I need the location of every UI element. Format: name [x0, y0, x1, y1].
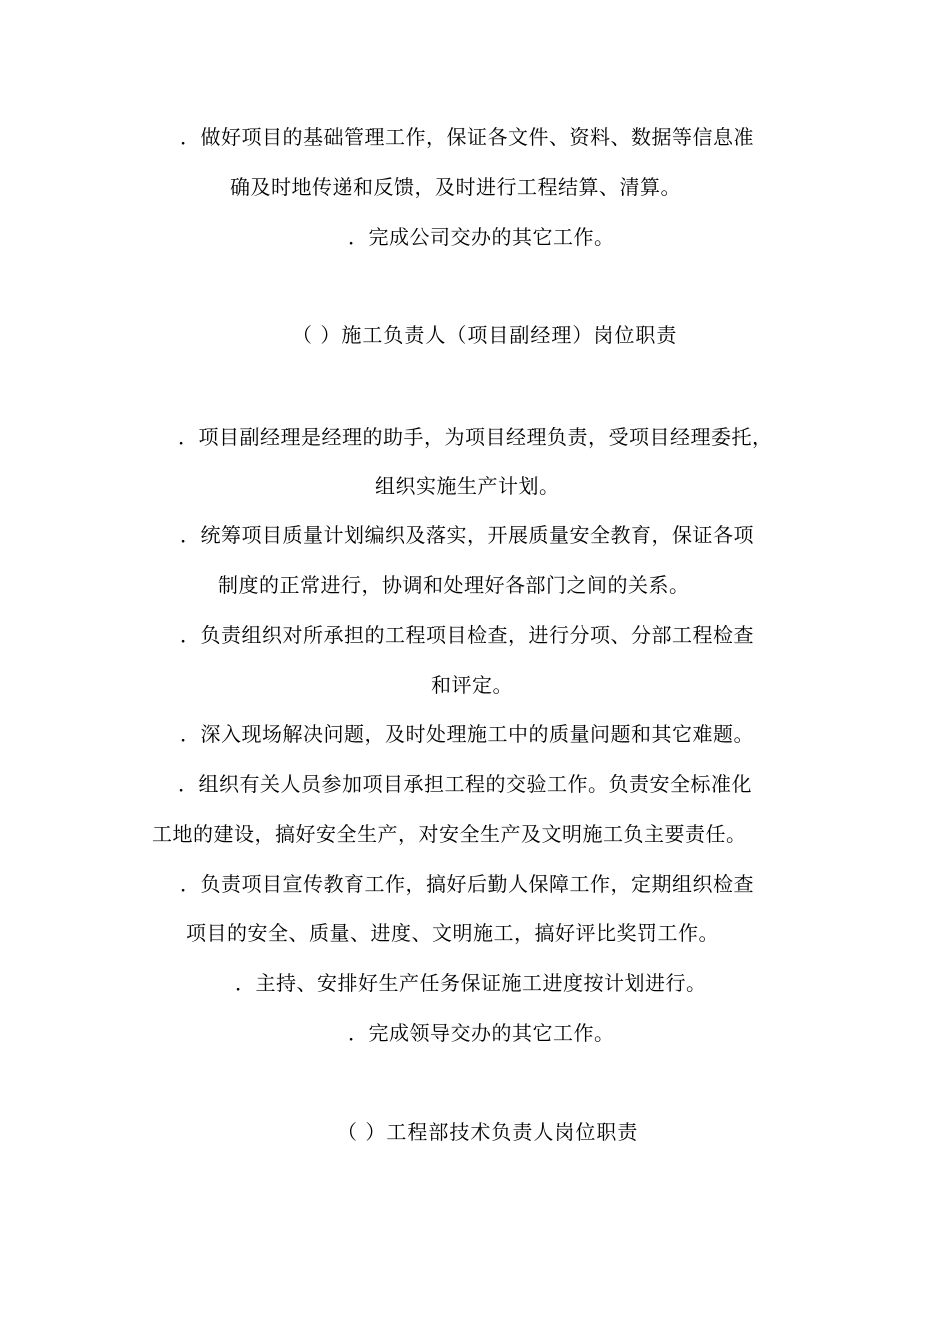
paragraph-line: ．深入现场解决问题，及时处理施工中的质量问题和其它难题。	[180, 722, 754, 746]
paragraph-line: 项目的安全、质量、进度、文明施工，搞好评比奖罚工作。	[186, 921, 719, 945]
paragraph-line: 确及时地传递和反馈，及时进行工程结算、清算。	[230, 175, 681, 199]
paragraph-line: ．组织有关人员参加项目承担工程的交验工作。负责安全标准化	[178, 772, 752, 796]
section-heading: （ ）施工负责人（项目副经理）岗位职责	[292, 323, 678, 347]
paragraph-line: 和评定。	[431, 673, 513, 697]
paragraph-line: ．完成公司交办的其它工作。	[348, 225, 615, 249]
paragraph-line: ．主持、安排好生产任务保证施工进度按计划进行。	[235, 971, 707, 995]
paragraph-line: ．统筹项目质量计划编织及落实，开展质量安全教育，保证各项	[180, 523, 754, 547]
paragraph-line: ．做好项目的基础管理工作，保证各文件、资料、数据等信息准	[180, 125, 754, 149]
paragraph-line: ．负责组织对所承担的工程项目检查，进行分项、分部工程检查	[180, 623, 754, 647]
paragraph-line: ．完成领导交办的其它工作。	[348, 1021, 615, 1045]
paragraph-line: ．负责项目宣传教育工作，搞好后勤人保障工作，定期组织检查	[180, 872, 754, 896]
paragraph-line: 制度的正常进行，协调和处理好各部门之间的关系。	[218, 573, 690, 597]
paragraph-line: ．项目副经理是经理的助手，为项目经理负责，受项目经理委托，	[178, 425, 773, 449]
section-heading: （ ）工程部技术负责人岗位职责	[337, 1120, 639, 1144]
paragraph-line: 工地的建设，搞好安全生产，对安全生产及文明施工负主要责任。	[152, 822, 747, 846]
paragraph-line: 组织实施生产计划。	[375, 474, 560, 498]
